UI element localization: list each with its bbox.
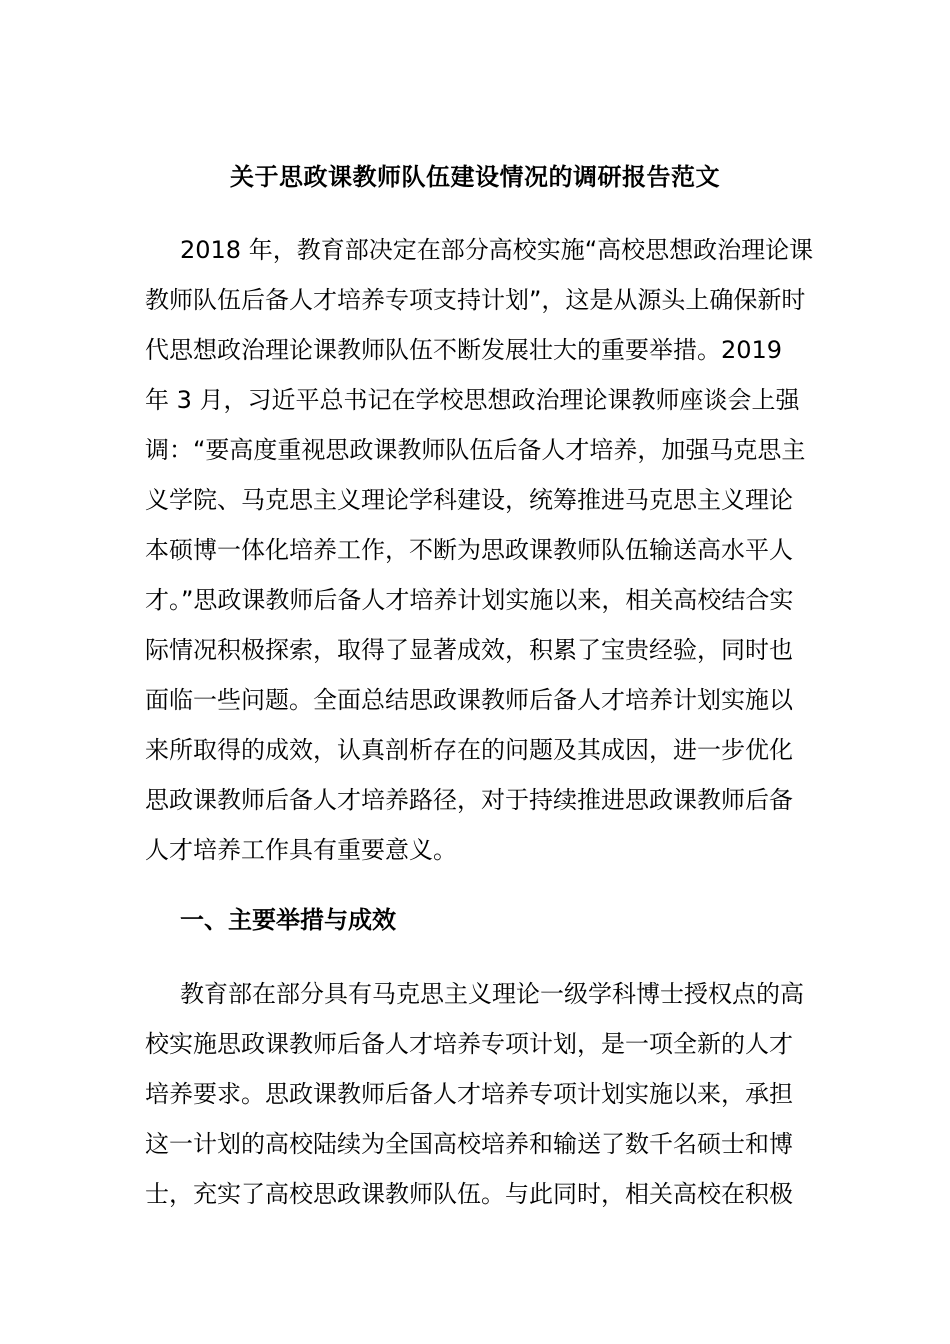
paragraph-line: 来所取得的成效，认真剖析存在的问题及其成因，进一步优化 <box>145 736 793 764</box>
paragraph-line: 校实施思政课教师后备人才培养专项计划，是一项全新的人才 <box>145 1030 793 1058</box>
paragraph-line: 士，充实了高校思政课教师队伍。与此同时，相关高校在积极 <box>145 1180 793 1208</box>
paragraph-line: 义学院、马克思主义理论学科建设，统筹推进马克思主义理论 <box>145 486 793 514</box>
paragraph-line: 才。”思政课教师后备人才培养计划实施以来，相关高校结合实 <box>145 586 794 614</box>
paragraph-line: 思政课教师后备人才培养路径，对于持续推进思政课教师后备 <box>145 786 793 814</box>
paragraph-line: 年 3 月，习近平总书记在学校思想政治理论课教师座谈会上强 <box>145 386 800 414</box>
section-heading: 一、主要举措与成效 <box>180 906 396 934</box>
paragraph-line: 培养要求。思政课教师后备人才培养专项计划实施以来，承担 <box>145 1080 793 1108</box>
document-title: 关于思政课教师队伍建设情况的调研报告范文 <box>230 163 720 191</box>
paragraph-line: 人才培养工作具有重要意义。 <box>145 836 457 864</box>
paragraph-line: 这一计划的高校陆续为全国高校培养和输送了数千名硕士和博 <box>145 1130 793 1158</box>
paragraph-line: 教师队伍后备人才培养专项支持计划”，这是从源头上确保新时 <box>145 286 806 314</box>
paragraph-line: 面临一些问题。全面总结思政课教师后备人才培养计划实施以 <box>145 686 793 714</box>
paragraph-line: 际情况积极探索，取得了显著成效，积累了宝贵经验，同时也 <box>145 636 793 664</box>
paragraph-line: 教育部在部分具有马克思主义理论一级学科博士授权点的高 <box>180 980 804 1008</box>
paragraph-line: 调：“要高度重视思政课教师队伍后备人才培养，加强马克思主 <box>145 436 806 464</box>
paragraph-line: 代思想政治理论课教师队伍不断发展壮大的重要举措。2019 <box>145 336 783 364</box>
paragraph-line: 2018 年，教育部决定在部分高校实施“高校思想政治理论课 <box>180 236 814 264</box>
paragraph-line: 本硕博一体化培养工作，不断为思政课教师队伍输送高水平人 <box>145 536 793 564</box>
